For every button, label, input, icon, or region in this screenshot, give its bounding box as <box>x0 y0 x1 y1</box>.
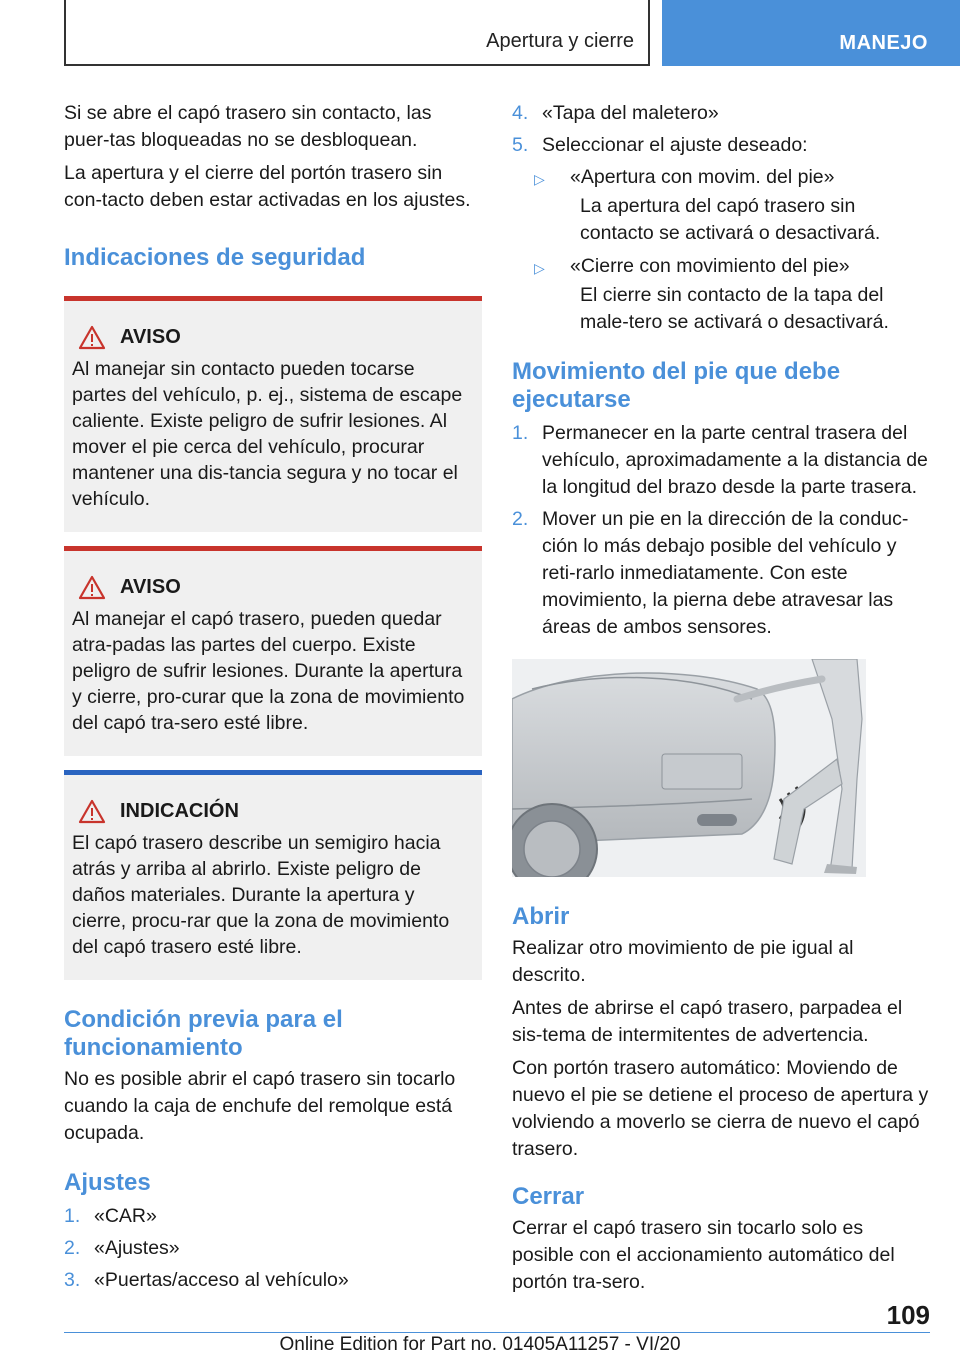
left-column <box>64 100 482 1299</box>
close-heading: Cerrar <box>512 1183 585 1210</box>
warning-text: Al manejar el capó trasero, pueden quedar atra‐padas las partes del cuerpo. Existe peligro de sufrir lesiones. Durante la apertura y cierre, pro‐curar que la zona de movimiento del capó tra‐sero esté libre. <box>72 608 465 734</box>
footer-edition-text: Online Edition for Part no. 01405A11257 - VI/20 <box>279 1334 681 1355</box>
intro-paragraph: La apertura y el cierre del portón trasero sin con‐tacto deben estar activadas en los ajustes. <box>64 162 471 211</box>
notice-text: El capó trasero describe un semigiro hacia atrás y arriba al abrirlo. Existe peligro de daños materiales. Durante la apertura y cierre, procu‐rar que la zona de movimiento del capó trasero esté libre. <box>72 832 450 958</box>
list-item: 2. Mover un pie en la dirección de la conduc‐ción lo más debajo posible del vehículo y reti‐rarlo inmediatamente. Con este movimiento, la pierna debe atravesar las áreas de ambos sensores. <box>512 508 909 638</box>
triangle-bullet-icon: ▷ <box>534 171 545 187</box>
precondition-heading: Condición previa para el funcionamiento <box>64 1006 343 1061</box>
header-section-title: Apertura y cierre <box>486 30 634 52</box>
precondition-text: No es posible abrir el capó trasero sin tocarlo cuando la caja de enchufe del remolque está ocupada. <box>64 1068 456 1144</box>
list-item: 5. Seleccionar el ajuste deseado: <box>512 134 808 156</box>
notice-title: INDICACIÓN <box>120 800 239 822</box>
page-number: 109 <box>886 1300 930 1330</box>
car-foot-gesture-illustration <box>512 659 866 877</box>
footer-divider <box>64 1332 930 1333</box>
warning-box <box>64 296 482 532</box>
close-paragraph: Cerrar el capó trasero sin tocarlo solo es posible con el accionamiento automático del portón tra‐sero. <box>512 1217 895 1293</box>
settings-heading: Ajustes <box>64 1169 151 1196</box>
option-label: «Cierre con movimiento del pie» <box>570 255 850 277</box>
movement-steps-list <box>512 420 930 641</box>
movement-heading: Movimiento del pie que debe ejecutarse <box>512 358 841 413</box>
list-item: 4. «Tapa del maletero» <box>512 102 719 124</box>
intro-paragraph: Si se abre el capó trasero sin contacto, las puer‐tas bloqueadas no se desbloquean. <box>64 102 432 151</box>
list-item: 3. «Puertas/acceso al vehículo» <box>64 1269 349 1291</box>
warning-triangle-icon <box>78 325 106 350</box>
warning-title: AVISO <box>120 576 181 598</box>
warning-box <box>64 546 482 756</box>
warning-triangle-icon <box>78 799 106 824</box>
notice-box <box>64 770 482 980</box>
options-list <box>522 164 930 336</box>
open-heading: Abrir <box>512 903 570 930</box>
warning-text: Al manejar sin contacto pueden tocarse partes del vehículo, p. ej., sistema de escape caliente. Existe peligro de sufrir lesiones. Al mover el pie cerca del vehículo, procurar mantener una dis‐tancia segura y no tocar el vehículo. <box>72 358 463 510</box>
open-paragraph: Realizar otro movimiento de pie igual al descrito. <box>512 937 854 986</box>
settings-steps-continued <box>512 100 930 159</box>
header-section-box <box>64 0 650 66</box>
illustration-car-rear-foot-sensor <box>512 659 866 877</box>
open-paragraph: Con portón trasero automático: Moviendo de nuevo el pie se detiene el proceso de apertura y volviendo a moverlo se cierra de nuevo el capó trasero. <box>512 1057 929 1160</box>
settings-steps-list <box>64 1203 482 1294</box>
header-chapter-tab[interactable] <box>662 0 960 66</box>
triangle-bullet-icon: ▷ <box>534 260 545 276</box>
list-item: 1. «CAR» <box>64 1205 157 1227</box>
warning-title: AVISO <box>120 326 181 348</box>
option-description: El cierre sin contacto de la tapa del male‐tero se activará o desactivará. <box>580 284 889 333</box>
open-paragraph: Antes de abrirse el capó trasero, parpadea el sis‐tema de intermitentes de advertencia. <box>512 997 903 1046</box>
header-chapter-label: MANEJO <box>839 32 928 54</box>
right-column <box>512 100 930 1302</box>
warning-triangle-icon <box>78 575 106 600</box>
safety-heading: Indicaciones de seguridad <box>64 244 366 271</box>
option-item <box>522 164 930 193</box>
list-item: 1. Permanecer en la parte central trasera del vehículo, aproximadamente a la distancia de la longitud del brazo desde la parte trasera. <box>512 422 928 498</box>
option-item <box>522 253 930 282</box>
list-item: 2. «Ajustes» <box>64 1237 180 1259</box>
option-description: La apertura del capó trasero sin contacto se activará o desactivará. <box>580 195 881 244</box>
option-label: «Apertura con movim. del pie» <box>570 166 835 188</box>
